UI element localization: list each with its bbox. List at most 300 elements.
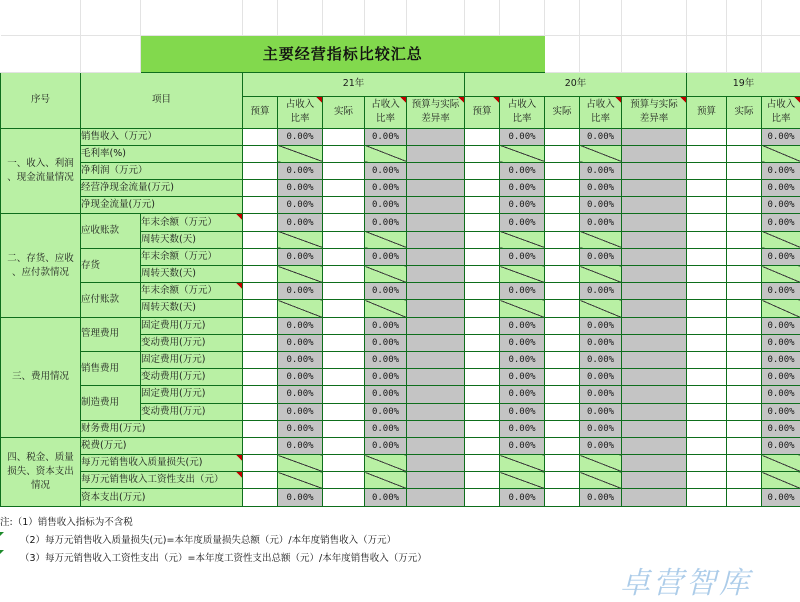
input-cell[interactable]: [323, 403, 365, 420]
input-cell[interactable]: [687, 455, 727, 472]
input-cell[interactable]: [727, 386, 762, 403]
percentage-value: 0.00%: [580, 180, 622, 197]
empty-cell[interactable]: [545, 35, 580, 72]
variance-cell: [622, 128, 687, 145]
percentage-value: 0.00%: [762, 162, 800, 179]
percentage-value: 0.00%: [500, 128, 545, 145]
percentage-value: 0.00%: [762, 437, 800, 454]
top-spacer-row: [1, 0, 800, 35]
input-cell[interactable]: [323, 369, 365, 386]
empty-cell[interactable]: [1, 0, 81, 35]
notes-section: [0, 514, 427, 568]
input-cell[interactable]: [243, 489, 278, 506]
percentage-value: 0.00%: [365, 489, 407, 506]
input-cell[interactable]: [465, 437, 500, 454]
input-cell[interactable]: [243, 455, 278, 472]
input-cell[interactable]: [687, 266, 727, 283]
percentage-value: 0.00%: [278, 403, 323, 420]
header-budget: 预算: [465, 96, 500, 128]
variance-cell: [407, 317, 465, 334]
empty-cell[interactable]: [81, 35, 141, 72]
percentage-value: 0.00%: [580, 386, 622, 403]
percentage-value: 0.00%: [278, 351, 323, 368]
table-row: [1, 214, 800, 231]
input-cell[interactable]: [545, 317, 580, 334]
item-label: 每万元销售收入质量损失(元): [81, 455, 243, 472]
input-cell[interactable]: [687, 248, 727, 265]
input-cell[interactable]: [727, 369, 762, 386]
percentage-value: 0.00%: [278, 489, 323, 506]
input-cell[interactable]: [687, 489, 727, 506]
variance-cell: [407, 472, 465, 489]
sub-item-label: 变动费用(万元): [141, 334, 243, 351]
sub-item-label: 固定费用(万元): [141, 317, 243, 334]
percentage-value: 0.00%: [580, 420, 622, 437]
input-cell[interactable]: [545, 231, 580, 248]
diagonal-cell: [365, 231, 407, 248]
percentage-value: 0.00%: [365, 403, 407, 420]
diagonal-cell: [580, 145, 622, 162]
input-cell[interactable]: [465, 403, 500, 420]
note-line: 注:（1）销售收入指标为不含税: [0, 514, 427, 532]
input-cell[interactable]: [545, 403, 580, 420]
header-budget: 预算: [687, 96, 727, 128]
percentage-value: 0.00%: [500, 248, 545, 265]
percentage-value: 0.00%: [278, 334, 323, 351]
input-cell[interactable]: [243, 437, 278, 454]
input-cell[interactable]: [545, 455, 580, 472]
input-cell[interactable]: [243, 386, 278, 403]
input-cell[interactable]: [687, 197, 727, 214]
input-cell[interactable]: [545, 248, 580, 265]
input-cell[interactable]: [727, 489, 762, 506]
input-cell[interactable]: [243, 369, 278, 386]
percentage-value: 0.00%: [365, 197, 407, 214]
percentage-value: 0.00%: [762, 317, 800, 334]
item-label: 净利润（万元）: [81, 162, 243, 179]
input-cell[interactable]: [545, 420, 580, 437]
input-cell[interactable]: [465, 420, 500, 437]
item-label: 资本支出(万元): [81, 489, 243, 506]
percentage-value: 0.00%: [278, 214, 323, 231]
input-cell[interactable]: [545, 128, 580, 145]
input-cell[interactable]: [465, 334, 500, 351]
empty-cell[interactable]: [500, 0, 545, 35]
empty-cell[interactable]: [407, 0, 465, 35]
input-cell[interactable]: [323, 317, 365, 334]
percentage-value: 0.00%: [580, 334, 622, 351]
input-cell[interactable]: [465, 214, 500, 231]
percentage-value: 0.00%: [365, 214, 407, 231]
input-cell[interactable]: [465, 231, 500, 248]
variance-cell: [407, 403, 465, 420]
percentage-value: 0.00%: [762, 334, 800, 351]
input-cell[interactable]: [687, 214, 727, 231]
input-cell[interactable]: [323, 266, 365, 283]
input-cell[interactable]: [727, 437, 762, 454]
input-cell[interactable]: [243, 162, 278, 179]
input-cell[interactable]: [727, 145, 762, 162]
diagonal-cell: [580, 455, 622, 472]
input-cell[interactable]: [727, 300, 762, 317]
variance-cell: [622, 300, 687, 317]
input-cell[interactable]: [465, 145, 500, 162]
input-cell[interactable]: [545, 489, 580, 506]
table-row: [1, 145, 800, 162]
input-cell[interactable]: [687, 180, 727, 197]
input-cell[interactable]: [545, 351, 580, 368]
item-label: 存货: [81, 248, 141, 282]
input-cell[interactable]: [545, 180, 580, 197]
percentage-value: 0.00%: [762, 180, 800, 197]
percentage-value: 0.00%: [278, 420, 323, 437]
variance-cell: [407, 248, 465, 265]
diagonal-cell: [580, 472, 622, 489]
header-variance: 预算与实际 差异率: [407, 96, 465, 128]
input-cell[interactable]: [465, 386, 500, 403]
input-cell[interactable]: [687, 317, 727, 334]
variance-cell: [407, 197, 465, 214]
input-cell[interactable]: [687, 128, 727, 145]
diagonal-cell: [278, 145, 323, 162]
item-label: 销售收入（万元）: [81, 128, 243, 145]
empty-cell[interactable]: [762, 35, 800, 72]
input-cell[interactable]: [687, 369, 727, 386]
percentage-value: 0.00%: [365, 351, 407, 368]
percentage-value: 0.00%: [365, 128, 407, 145]
percentage-value: 0.00%: [580, 128, 622, 145]
sub-item-label: 变动费用(万元): [141, 403, 243, 420]
diagonal-cell: [762, 472, 800, 489]
input-cell[interactable]: [323, 162, 365, 179]
percentage-value: 0.00%: [278, 369, 323, 386]
input-cell[interactable]: [465, 369, 500, 386]
note-line: （2）每万元销售收入质量损失(元)=本年度质量损失总额（元）/本年度销售收入（万元）: [0, 532, 427, 550]
input-cell[interactable]: [465, 283, 500, 300]
empty-cell[interactable]: [580, 35, 622, 72]
input-cell[interactable]: [465, 317, 500, 334]
diagonal-cell: [762, 300, 800, 317]
variance-cell: [622, 162, 687, 179]
input-cell[interactable]: [323, 334, 365, 351]
input-cell[interactable]: [323, 283, 365, 300]
percentage-value: 0.00%: [580, 214, 622, 231]
diagonal-cell: [365, 455, 407, 472]
table-row: [1, 197, 800, 214]
empty-cell[interactable]: [687, 35, 727, 72]
header-actual: 实际: [727, 96, 762, 128]
header-actual: 实际: [323, 96, 365, 128]
input-cell[interactable]: [465, 455, 500, 472]
input-cell[interactable]: [243, 266, 278, 283]
input-cell[interactable]: [545, 369, 580, 386]
watermark: 卓营智库: [620, 558, 752, 602]
empty-cell[interactable]: [141, 0, 243, 35]
table-row: [1, 180, 800, 197]
input-cell[interactable]: [243, 403, 278, 420]
header-item: 项目: [81, 72, 243, 128]
input-cell[interactable]: [687, 420, 727, 437]
table-row: [1, 489, 800, 506]
percentage-value: 0.00%: [580, 403, 622, 420]
percentage-value: 0.00%: [278, 180, 323, 197]
input-cell[interactable]: [687, 437, 727, 454]
diagonal-cell: [580, 300, 622, 317]
table-row: [1, 437, 800, 454]
input-cell[interactable]: [465, 248, 500, 265]
input-cell[interactable]: [727, 248, 762, 265]
input-cell[interactable]: [727, 472, 762, 489]
input-cell[interactable]: [243, 317, 278, 334]
input-cell[interactable]: [727, 283, 762, 300]
diagonal-cell: [762, 266, 800, 283]
input-cell[interactable]: [687, 472, 727, 489]
input-cell[interactable]: [465, 162, 500, 179]
percentage-value: 0.00%: [500, 351, 545, 368]
input-cell[interactable]: [465, 197, 500, 214]
sub-item-label: 变动费用(万元): [141, 369, 243, 386]
variance-cell: [622, 437, 687, 454]
header-variance: 预算与实际 差异率: [622, 96, 687, 128]
variance-cell: [622, 334, 687, 351]
percentage-value: 0.00%: [500, 437, 545, 454]
percentage-value: 0.00%: [500, 420, 545, 437]
input-cell[interactable]: [727, 162, 762, 179]
input-cell[interactable]: [727, 334, 762, 351]
input-cell[interactable]: [545, 214, 580, 231]
empty-cell[interactable]: [727, 35, 762, 72]
input-cell[interactable]: [243, 283, 278, 300]
variance-cell: [622, 420, 687, 437]
input-cell[interactable]: [243, 248, 278, 265]
input-cell[interactable]: [545, 437, 580, 454]
input-cell[interactable]: [243, 351, 278, 368]
input-cell[interactable]: [323, 437, 365, 454]
header-ratio: 占收入 比率: [762, 96, 800, 128]
input-cell[interactable]: [727, 351, 762, 368]
input-cell[interactable]: [323, 197, 365, 214]
input-cell[interactable]: [687, 145, 727, 162]
input-cell[interactable]: [243, 300, 278, 317]
empty-cell[interactable]: [278, 0, 323, 35]
item-label: 管理费用: [81, 317, 141, 351]
diagonal-cell: [580, 231, 622, 248]
group-label: 三、费用情况: [1, 317, 81, 437]
input-cell[interactable]: [545, 472, 580, 489]
empty-cell[interactable]: [580, 0, 622, 35]
table-row: [1, 317, 800, 334]
empty-cell[interactable]: [81, 0, 141, 35]
variance-cell: [622, 455, 687, 472]
table-row: [1, 386, 800, 403]
percentage-value: 0.00%: [580, 283, 622, 300]
percentage-value: 0.00%: [500, 197, 545, 214]
input-cell[interactable]: [243, 472, 278, 489]
input-cell[interactable]: [687, 162, 727, 179]
percentage-value: 0.00%: [762, 283, 800, 300]
percentage-value: 0.00%: [762, 369, 800, 386]
input-cell[interactable]: [323, 128, 365, 145]
diagonal-cell: [365, 300, 407, 317]
table-row: [1, 248, 800, 265]
input-cell[interactable]: [545, 197, 580, 214]
item-label: 经营净现金流量(万元): [81, 180, 243, 197]
input-cell[interactable]: [243, 197, 278, 214]
percentage-value: 0.00%: [278, 437, 323, 454]
header-year-21: 21年: [243, 72, 465, 96]
variance-cell: [622, 472, 687, 489]
percentage-value: 0.00%: [365, 162, 407, 179]
variance-cell: [407, 231, 465, 248]
input-cell[interactable]: [727, 420, 762, 437]
input-cell[interactable]: [727, 128, 762, 145]
empty-cell[interactable]: [687, 0, 727, 35]
input-cell[interactable]: [323, 472, 365, 489]
header-budget: 预算: [243, 96, 278, 128]
input-cell[interactable]: [687, 386, 727, 403]
input-cell[interactable]: [323, 455, 365, 472]
empty-cell[interactable]: [243, 0, 278, 35]
header-year-20: 20年: [465, 72, 687, 96]
input-cell[interactable]: [727, 231, 762, 248]
diagonal-cell: [762, 455, 800, 472]
sub-item-label: 周转天数(天): [141, 300, 243, 317]
percentage-value: 0.00%: [500, 334, 545, 351]
input-cell[interactable]: [687, 351, 727, 368]
input-cell[interactable]: [545, 386, 580, 403]
percentage-value: 0.00%: [365, 386, 407, 403]
table-row: [1, 472, 800, 489]
table-row: [1, 128, 800, 145]
input-cell[interactable]: [243, 231, 278, 248]
header-ratio: 占收入 比率: [500, 96, 545, 128]
input-cell[interactable]: [465, 300, 500, 317]
diagonal-cell: [278, 266, 323, 283]
diagonal-cell: [500, 145, 545, 162]
variance-cell: [407, 300, 465, 317]
input-cell[interactable]: [727, 317, 762, 334]
table-row: [1, 351, 800, 368]
input-cell[interactable]: [323, 351, 365, 368]
input-cell[interactable]: [727, 403, 762, 420]
variance-cell: [407, 180, 465, 197]
percentage-value: 0.00%: [365, 369, 407, 386]
group-label: 四、税金、质量 损失、资本支出 情况: [1, 437, 81, 506]
input-cell[interactable]: [243, 128, 278, 145]
percentage-value: 0.00%: [278, 386, 323, 403]
input-cell[interactable]: [545, 266, 580, 283]
item-label: 制造费用: [81, 386, 141, 420]
diagonal-cell: [278, 455, 323, 472]
input-cell[interactable]: [323, 145, 365, 162]
diagonal-cell: [500, 472, 545, 489]
input-cell[interactable]: [687, 231, 727, 248]
variance-cell: [407, 386, 465, 403]
sub-item-label: 固定费用(万元): [141, 351, 243, 368]
variance-cell: [407, 214, 465, 231]
item-label: 销售费用: [81, 351, 141, 385]
empty-cell[interactable]: [365, 0, 407, 35]
input-cell[interactable]: [687, 283, 727, 300]
percentage-value: 0.00%: [500, 214, 545, 231]
input-cell[interactable]: [727, 266, 762, 283]
diagonal-cell: [500, 300, 545, 317]
input-cell[interactable]: [243, 145, 278, 162]
input-cell[interactable]: [323, 180, 365, 197]
diagonal-cell: [278, 472, 323, 489]
input-cell[interactable]: [323, 248, 365, 265]
variance-cell: [407, 145, 465, 162]
input-cell[interactable]: [545, 283, 580, 300]
input-cell[interactable]: [243, 334, 278, 351]
input-cell[interactable]: [323, 489, 365, 506]
group-label: 二、存货、应收 、应付款情况: [1, 214, 81, 317]
empty-cell[interactable]: [727, 0, 762, 35]
empty-cell[interactable]: [622, 0, 687, 35]
input-cell[interactable]: [727, 455, 762, 472]
input-cell[interactable]: [465, 266, 500, 283]
empty-cell[interactable]: [323, 0, 365, 35]
input-cell[interactable]: [465, 128, 500, 145]
variance-cell: [407, 420, 465, 437]
input-cell[interactable]: [545, 145, 580, 162]
input-cell[interactable]: [465, 472, 500, 489]
input-cell[interactable]: [545, 162, 580, 179]
input-cell[interactable]: [727, 214, 762, 231]
empty-cell[interactable]: [545, 0, 580, 35]
empty-cell[interactable]: [465, 0, 500, 35]
empty-cell[interactable]: [622, 35, 687, 72]
percentage-value: 0.00%: [500, 386, 545, 403]
variance-cell: [407, 334, 465, 351]
input-cell[interactable]: [687, 300, 727, 317]
input-cell[interactable]: [545, 334, 580, 351]
input-cell[interactable]: [243, 214, 278, 231]
percentage-value: 0.00%: [500, 317, 545, 334]
variance-cell: [407, 266, 465, 283]
variance-cell: [622, 145, 687, 162]
input-cell[interactable]: [465, 180, 500, 197]
input-cell[interactable]: [323, 300, 365, 317]
percentage-value: 0.00%: [762, 214, 800, 231]
variance-cell: [407, 455, 465, 472]
header-ratio: 占收入 比率: [278, 96, 323, 128]
item-label: 税费(万元): [81, 437, 243, 454]
input-cell[interactable]: [323, 231, 365, 248]
input-cell[interactable]: [687, 403, 727, 420]
input-cell[interactable]: [727, 180, 762, 197]
percentage-value: 0.00%: [580, 369, 622, 386]
percentage-value: 0.00%: [278, 248, 323, 265]
input-cell[interactable]: [323, 386, 365, 403]
header-year-19: 19年: [687, 72, 800, 96]
input-cell[interactable]: [687, 334, 727, 351]
header-ratio: 占收入 比率: [580, 96, 622, 128]
input-cell[interactable]: [323, 214, 365, 231]
input-cell[interactable]: [727, 197, 762, 214]
input-cell[interactable]: [465, 489, 500, 506]
input-cell[interactable]: [545, 300, 580, 317]
empty-cell[interactable]: [1, 35, 81, 72]
sub-item-label: 周转天数(天): [141, 231, 243, 248]
empty-cell[interactable]: [762, 0, 800, 35]
input-cell[interactable]: [243, 420, 278, 437]
input-cell[interactable]: [243, 180, 278, 197]
percentage-value: 0.00%: [762, 197, 800, 214]
input-cell[interactable]: [323, 420, 365, 437]
input-cell[interactable]: [465, 351, 500, 368]
diagonal-cell: [365, 266, 407, 283]
